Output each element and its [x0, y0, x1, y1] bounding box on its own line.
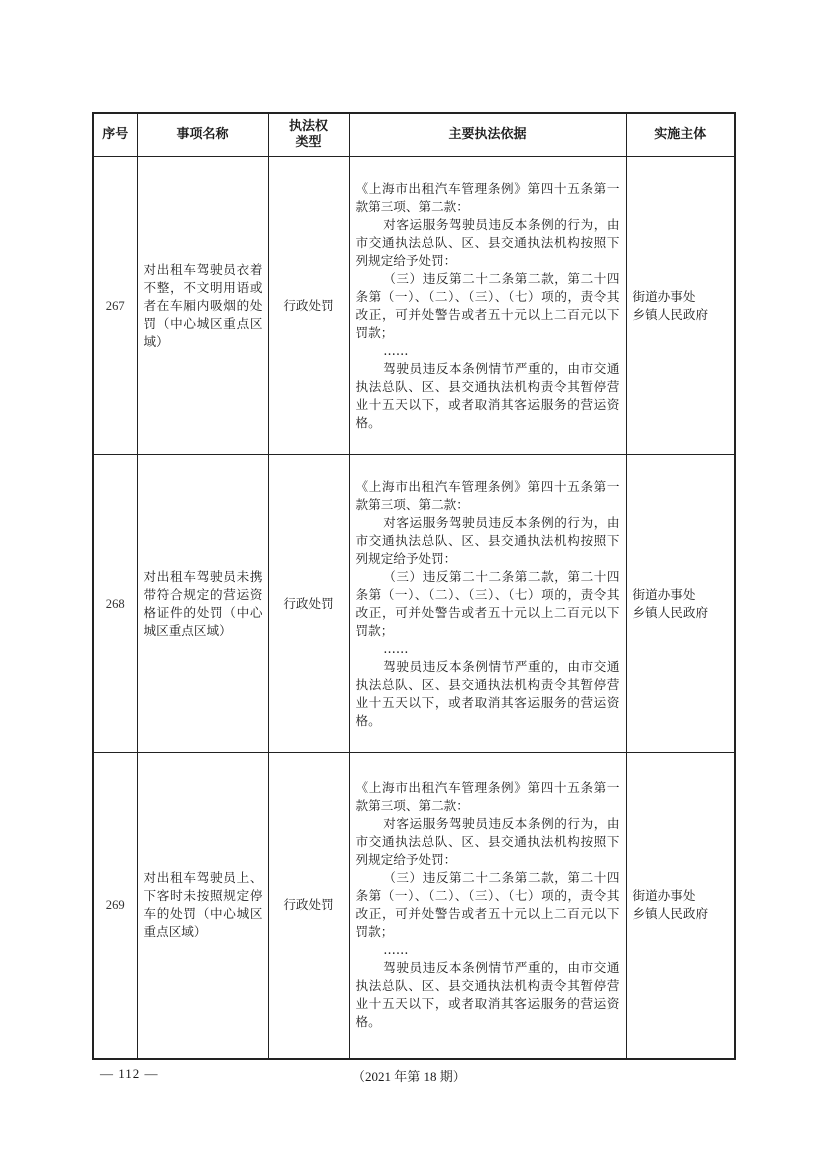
- table-row: [93, 753, 735, 1059]
- body-line1: 街道办事处: [632, 288, 696, 304]
- basis-line: 对客运服务驾驶员违反本条例的行为，由市交通执法总队、区、县交通执法机构按照下列规定给予处罚：: [355, 514, 620, 566]
- issue-label: （2021 年第 18 期）: [352, 1069, 466, 1084]
- basis-line: ……: [383, 942, 409, 958]
- table-row: [93, 157, 735, 455]
- row-no: 268: [93, 455, 137, 753]
- header-type-line1: 执法权: [288, 119, 328, 134]
- body-line2: 乡镇人民政府: [632, 604, 709, 620]
- basis-line: 对客运服务驾驶员违反本条例的行为，由市交通执法总队、区、县交通执法机构按照下列规定给予处罚：: [355, 216, 620, 268]
- header-body: 实施主体: [626, 113, 735, 157]
- enforcement-table: [92, 112, 736, 1060]
- basis-line: （三）违反第二十二条第二款，第二十四条第（一）、（二）、（三）、（七）项的，责令其改正，可并处警告或者五十元以上二百元以下罚款；: [355, 870, 620, 940]
- basis-line: ……: [383, 342, 409, 358]
- basis-line: ……: [383, 640, 409, 656]
- row-body: [626, 157, 735, 455]
- basis-line: 《上海市出租汽车管理条例》第四十五条第一款第三项、第二款：: [355, 180, 620, 214]
- row-basis: [349, 753, 626, 1059]
- row-type: 行政处罚: [268, 455, 349, 753]
- table-row: [93, 455, 735, 753]
- body-line1: 街道办事处: [632, 586, 696, 602]
- row-no: 267: [93, 157, 137, 455]
- header-basis: 主要执法依据: [349, 113, 626, 157]
- basis-line: 《上海市出租汽车管理条例》第四十五条第一款第三项、第二款：: [355, 478, 620, 512]
- header-type-line2: 类型: [295, 135, 322, 150]
- row-name: 对出租车驾驶员衣着不整，不文明用语或者在车厢内吸烟的处罚（中心城区重点区域）: [137, 157, 268, 455]
- header-row: [93, 113, 735, 157]
- header-type: [268, 113, 349, 157]
- basis-line: 驾驶员违反本条例情节严重的，由市交通执法总队、区、县交通执法机构责令其暂停营业十五天以下，或者取消其客运服务的营运资格。: [355, 658, 620, 728]
- row-basis: [349, 157, 626, 455]
- row-basis: [349, 455, 626, 753]
- row-body: [626, 455, 735, 753]
- body-line1: 街道办事处: [632, 888, 696, 904]
- page-number: — 112 —: [100, 1066, 159, 1081]
- body-line2: 乡镇人民政府: [632, 306, 709, 322]
- row-name: 对出租车驾驶员上、下客时未按照规定停车的处罚（中心城区重点区域）: [137, 753, 268, 1059]
- row-no: 269: [93, 753, 137, 1059]
- basis-line: 对客运服务驾驶员违反本条例的行为，由市交通执法总队、区、县交通执法机构按照下列规定给予处罚：: [355, 816, 620, 868]
- basis-line: （三）违反第二十二条第二款，第二十四条第（一）、（二）、（三）、（七）项的，责令其改正，可并处警告或者五十元以上二百元以下罚款；: [355, 568, 620, 638]
- row-name: 对出租车驾驶员未携带符合规定的营运资格证件的处罚（中心城区重点区域）: [137, 455, 268, 753]
- row-type: 行政处罚: [268, 157, 349, 455]
- body-line2: 乡镇人民政府: [632, 906, 709, 922]
- row-type: 行政处罚: [268, 753, 349, 1059]
- basis-line: 驾驶员违反本条例情节严重的，由市交通执法总队、区、县交通执法机构责令其暂停营业十五天以下，或者取消其客运服务的营运资格。: [355, 360, 620, 430]
- header-no: 序号: [93, 113, 137, 157]
- basis-line: （三）违反第二十二条第二款，第二十四条第（一）、（二）、（三）、（七）项的，责令其改正，可并处警告或者五十元以上二百元以下罚款；: [355, 270, 620, 340]
- basis-line: 驾驶员违反本条例情节严重的，由市交通执法总队、区、县交通执法机构责令其暂停营业十五天以下，或者取消其客运服务的营运资格。: [355, 960, 620, 1030]
- basis-line: 《上海市出租汽车管理条例》第四十五条第一款第三项、第二款：: [355, 780, 620, 814]
- header-name: 事项名称: [137, 113, 268, 157]
- row-body: [626, 753, 735, 1059]
